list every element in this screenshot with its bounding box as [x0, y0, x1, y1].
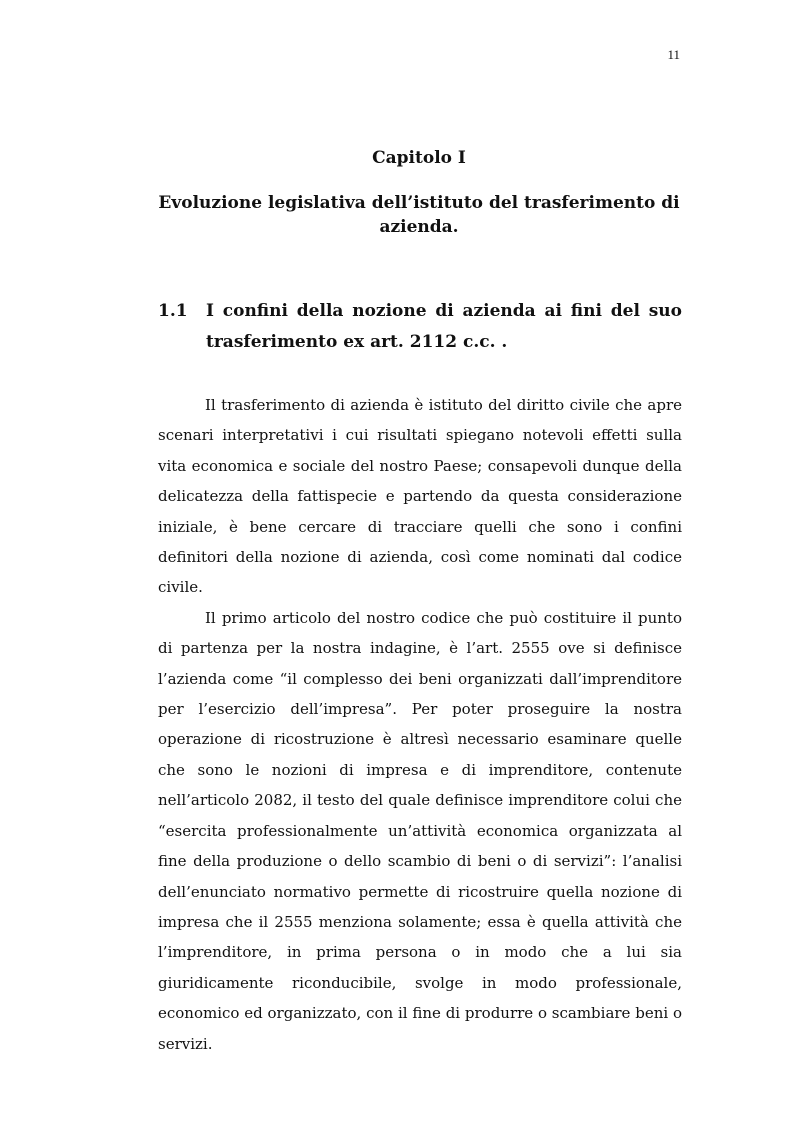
section-heading: [158, 296, 682, 358]
paragraph-2: Il primo articolo del nostro codice che può costituire il punto di partenza per la nostra indagine, è l’art. 2555 ove si definisce l’azienda come “il complesso dei beni organizzati dall’imprenditore per l’esercizio dell’impresa”. Per poter proseguire la nostra operazione di ricostruzione è altresì necessario esaminare quelle che sono le nozioni di impresa e di imprenditore, contenute nell’articolo 2082, il testo del quale definisce imprenditore colui che “esercita professionalmente un’attività economica organizzata al fine della produzione o dello scambio di beni o di servizi”: l’analisi dell’enunciato normativo permette di ricostruire quella nozione di impresa che il 2555 menziona solamente; essa è quella attività che l’imprenditore, in prima persona o in modo che a lui sia giuridicamente riconducibile, svolge in modo professionale, economico ed organizzato, con il fine di produrre o scambiare beni o servizi.: [158, 608, 682, 1053]
page-number: 11: [667, 47, 680, 62]
body-text: [158, 390, 682, 1059]
chapter-subtitle: Evoluzione legislativa dell’istituto del trasferimento di azienda.: [158, 193, 680, 237]
section-number: 1.1: [158, 301, 188, 321]
section-title: I confini della nozione di azienda ai fini del suo trasferimento ex art. 2112 c.c. .: [206, 301, 682, 352]
paragraph-1: Il trasferimento di azienda è istituto del diritto civile che apre scenari interpretativi i cui risultati spiegano notevoli effetti sulla vita economica e sociale del nostro Paese; consapevoli dunque della delicatezza della fattispecie e partendo da questa considerazione iniziale, è bene cercare di tracciare quelli che sono i confini definitori della nozione di azienda, così come nominati dal codice civile.: [158, 396, 682, 597]
chapter-title: Capitolo I: [372, 148, 466, 168]
